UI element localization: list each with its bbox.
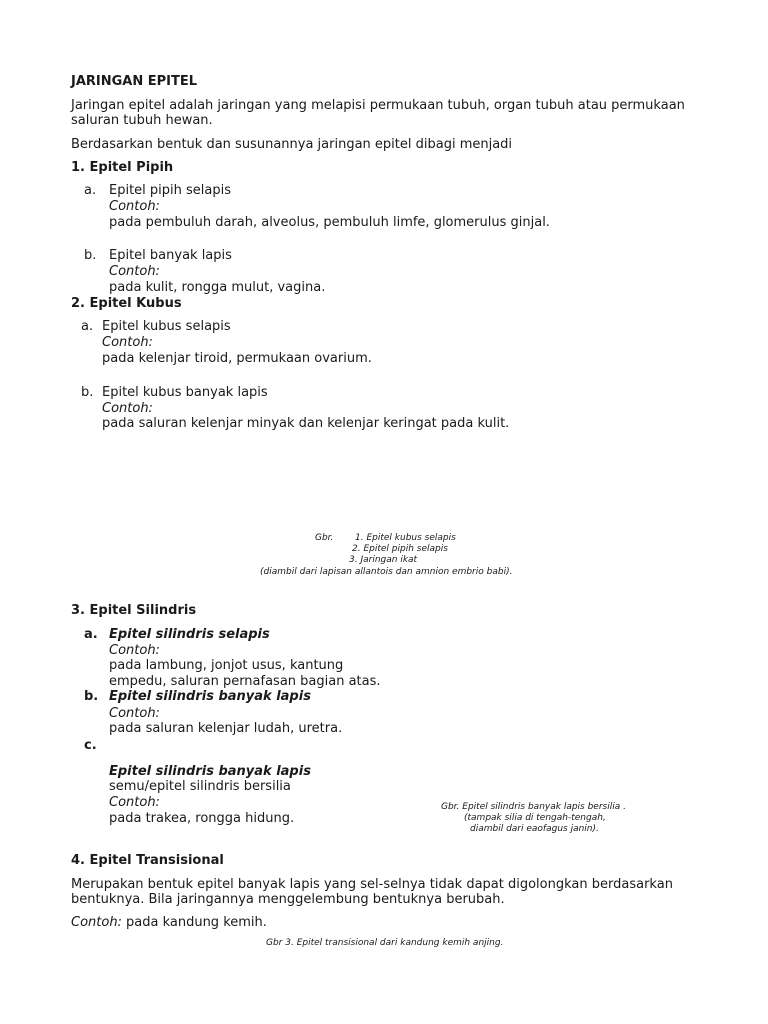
section-heading: 2. Epitel Kubus bbox=[71, 296, 182, 311]
item-example: pada saluran kelenjar minyak dan kelenjar keringat pada kulit. bbox=[102, 416, 510, 431]
list-marker: a. bbox=[84, 183, 97, 198]
item-example: pada kandung kemih. bbox=[126, 915, 267, 930]
figure-caption: Gbr. Epitel silindris banyak lapis bersilia . bbox=[441, 802, 626, 812]
figure-caption: 1. Epitel kubus selapis bbox=[355, 533, 456, 543]
contoh-label: Contoh: bbox=[109, 795, 160, 810]
figure-caption: (diambil dari lapisan allantois dan amnion embrio babi). bbox=[260, 567, 513, 577]
list-marker: a. bbox=[81, 319, 94, 334]
item-name: Epitel banyak lapis bbox=[109, 248, 232, 263]
list-marker: b. bbox=[81, 385, 94, 400]
contoh-label: Contoh: bbox=[109, 706, 160, 721]
section-heading: 3. Epitel Silindris bbox=[71, 603, 197, 618]
contoh-label: Contoh: bbox=[109, 264, 160, 279]
figure-caption: diambil dari eaofagus janin). bbox=[470, 824, 599, 834]
item-example: pada saluran kelenjar ludah, uretra. bbox=[109, 721, 343, 736]
list-marker: c. bbox=[84, 738, 97, 753]
figure-caption: 2. Epitel pipih selapis bbox=[352, 544, 448, 554]
intro-line: Jaringan epitel adalah jaringan yang melapisi permukaan tubuh, organ tubuh atau permukaan bbox=[71, 98, 685, 113]
paragraph-line: bentuknya. Bila jaringannya menggelembung bentuknya berubah. bbox=[71, 892, 505, 907]
figure-caption: 3. Jaringan ikat bbox=[349, 555, 418, 565]
item-name: Epitel silindris banyak lapis bbox=[109, 764, 311, 779]
item-name: Epitel pipih selapis bbox=[109, 183, 232, 198]
figure-caption-prefix: Gbr. bbox=[315, 533, 334, 543]
contoh-label: Contoh: bbox=[109, 199, 160, 214]
item-example: pada lambung, jonjot usus, kantung bbox=[109, 658, 344, 673]
contoh-label: Contoh: bbox=[102, 401, 153, 416]
contoh-label: Contoh: bbox=[102, 335, 153, 350]
item-example: pada kulit, rongga mulut, vagina. bbox=[109, 280, 326, 295]
paragraph-line: Merupakan bentuk epitel banyak lapis yang sel-selnya tidak dapat digolongkan berdasarkan bbox=[71, 877, 673, 892]
list-marker: b. bbox=[84, 689, 99, 704]
contoh-label: Contoh: bbox=[71, 915, 122, 930]
list-marker: b. bbox=[84, 248, 97, 263]
section-heading: 1. Epitel Pipih bbox=[71, 160, 174, 175]
item-name: Epitel silindris banyak lapis bbox=[109, 689, 311, 704]
item-name: Epitel kubus selapis bbox=[102, 319, 231, 334]
item-example: pada trakea, rongga hidung. bbox=[109, 811, 295, 826]
item-example: pada kelenjar tiroid, permukaan ovarium. bbox=[102, 351, 372, 366]
page-title: JARINGAN EPITEL bbox=[71, 74, 198, 89]
intro-line: Berdasarkan bentuk dan susunannya jaringan epitel dibagi menjadi bbox=[71, 137, 513, 152]
item-name: Epitel kubus banyak lapis bbox=[102, 385, 268, 400]
section-heading: 4. Epitel Transisional bbox=[71, 853, 224, 868]
figure-caption: (tampak silia di tengah-tengah, bbox=[464, 813, 606, 823]
item-example: empedu, saluran pernafasan bagian atas. bbox=[109, 674, 381, 689]
item-example: pada pembuluh darah, alveolus, pembuluh limfe, glomerulus ginjal. bbox=[109, 215, 550, 230]
contoh-label: Contoh: bbox=[109, 643, 160, 658]
item-subname: semu/epitel silindris bersilia bbox=[109, 779, 291, 794]
item-name: Epitel silindris selapis bbox=[109, 627, 270, 642]
figure-caption: Gbr 3. Epitel transisional dari kandung kemih anjing. bbox=[266, 938, 504, 948]
list-marker: a. bbox=[84, 627, 98, 642]
intro-line: saluran tubuh hewan. bbox=[71, 113, 213, 128]
